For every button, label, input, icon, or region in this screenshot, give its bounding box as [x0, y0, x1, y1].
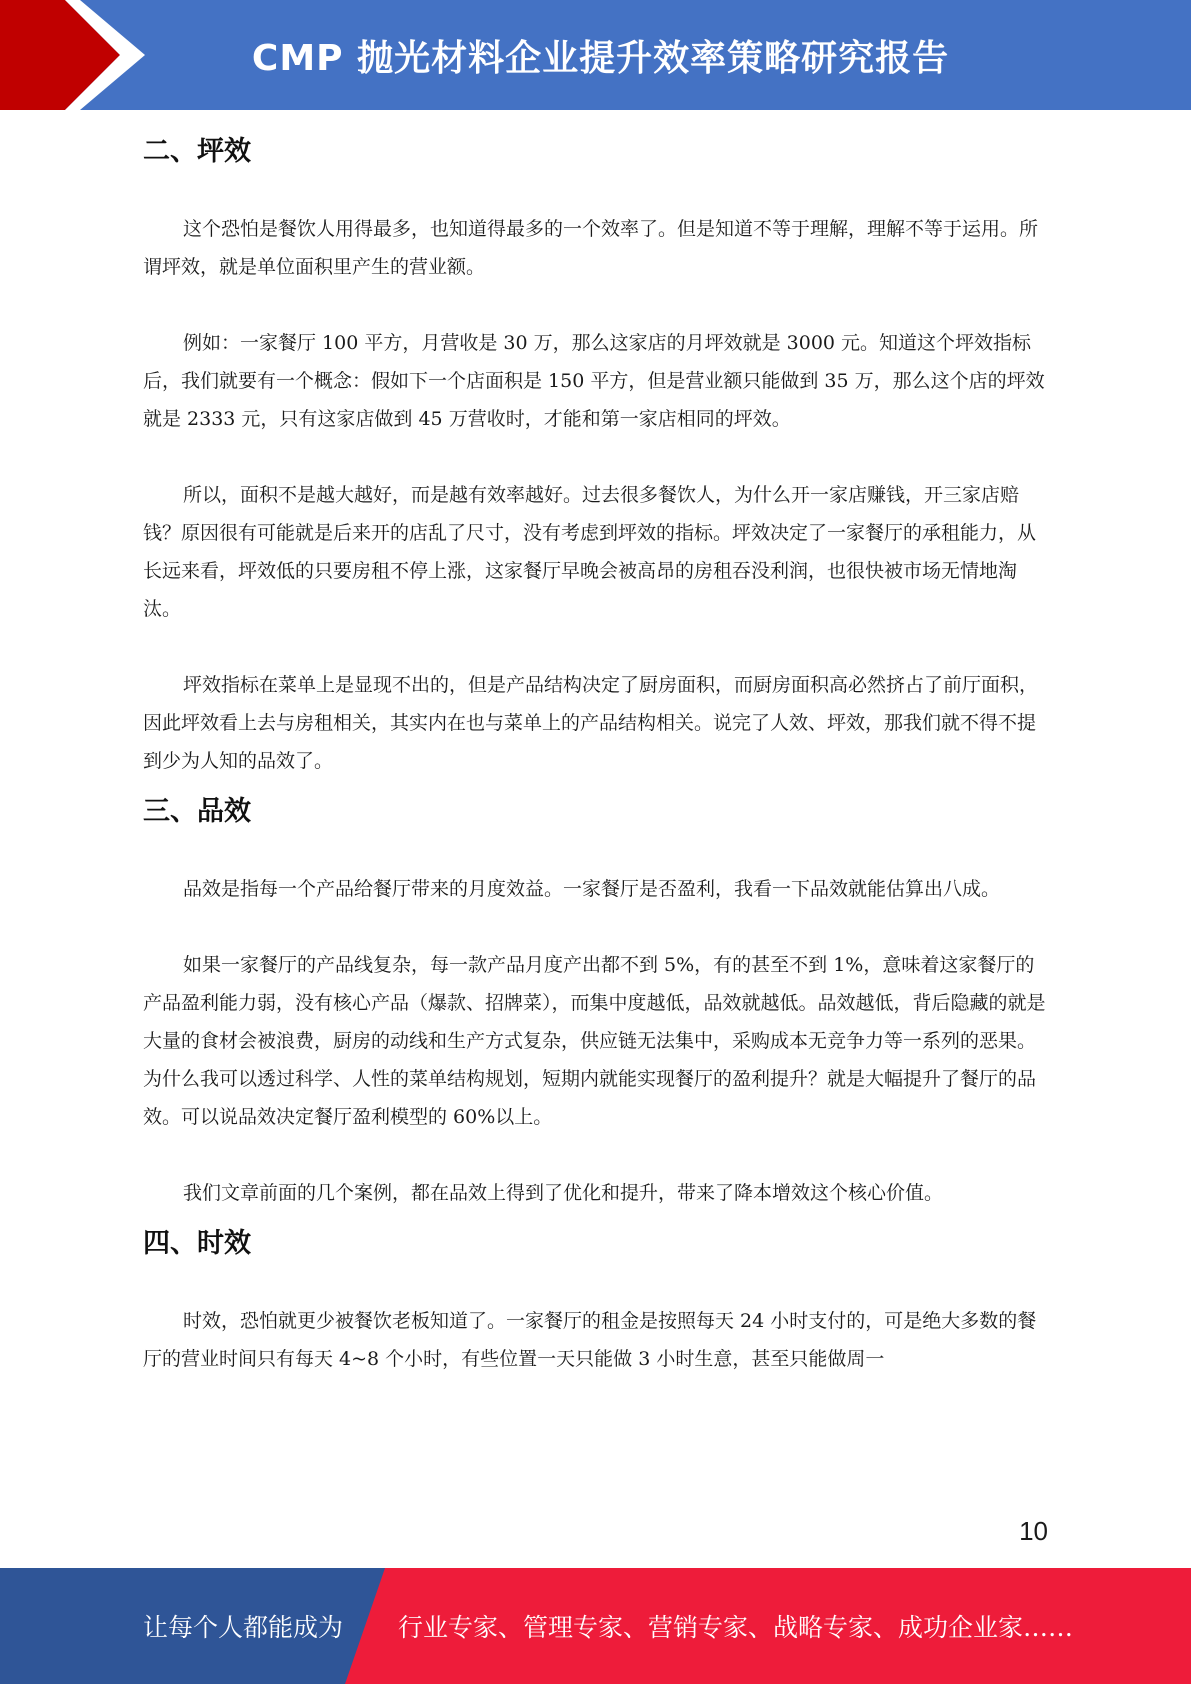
- paragraph: 坪效指标在菜单上是显现不出的，但是产品结构决定了厨房面积，而厨房面积高必然挤占了前厅面积，因此坪效看上去与房租相关，其实内在也与菜单上的产品结构相关。说完了人效、坪效，那我们就不得不提到少为人知的品效了。: [143, 674, 1039, 772]
- footer-slogan-right: 行业专家、管理专家、营销专家、战略专家、成功企业家……: [398, 1613, 1074, 1642]
- paragraph: 时效，恐怕就更少被餐饮老板知道了。一家餐厅的租金是按照每天 24 小时支付的，可是绝大多数的餐厅的营业时间只有每天 4~8 个小时，有些位置一天只能做 3 小时生意，甚至只能做周一: [143, 1310, 1037, 1370]
- section-shixiao: [143, 1224, 1048, 1378]
- footer-slogan-left: 让每个人都能成为: [143, 1613, 344, 1642]
- document-title: CMP 抛光材料企业提升效率策略研究报告: [251, 37, 950, 79]
- paragraph: 所以，面积不是越大越好，而是越有效率越好。过去很多餐饮人，为什么开一家店赚钱，开三家店赔钱？原因很有可能就是后来开的店乱了尺寸，没有考虑到坪效的指标。坪效决定了一家餐厅的承租能力，从长远来看，坪效低的只要房租不停上涨，这家餐厅早晚会被高昂的房租吞没利润，也很快被市场无情地淘汰。: [143, 484, 1037, 620]
- section-heading: 二、坪效: [143, 136, 251, 167]
- header-arrow-decoration: [0, 0, 160, 110]
- section-heading: 四、时效: [143, 1228, 251, 1259]
- section-pinxiao: [143, 792, 1048, 1212]
- paragraph: 如果一家餐厅的产品线复杂，每一款产品月度产出都不到 5%，有的甚至不到 1%，意味着这家餐厅的产品盈利能力弱，没有核心产品（爆款、招牌菜），而集中度越低，品效就越低。品效越低，背后隐藏的就是大量的食材会被浪费，厨房的动线和生产方式复杂，供应链无法集中，采购成本无竞争力等一系列的恶果。为什么我可以透过科学、人性的菜单结构规划，短期内就能实现餐厅的盈利提升？就是大幅提升了餐厅的品效。可以说品效决定餐厅盈利模型的 60%以上。: [143, 954, 1046, 1128]
- section-heading: 三、品效: [143, 796, 251, 827]
- paragraph: 这个恐怕是餐饮人用得最多，也知道得最多的一个效率了。但是知道不等于理解，理解不等于运用。所谓坪效，就是单位面积里产生的营业额。: [143, 218, 1039, 278]
- paragraph: 我们文章前面的几个案例，都在品效上得到了优化和提升，带来了降本增效这个核心价值。: [183, 1182, 944, 1204]
- header-banner: [0, 0, 1191, 110]
- document-body: [143, 120, 1048, 1378]
- page-number: 10: [1019, 1516, 1048, 1546]
- paragraph: 品效是指每一个产品给餐厅带来的月度效益。一家餐厅是否盈利，我看一下品效就能估算出八成。: [183, 878, 1001, 900]
- section-pingxiao: [143, 132, 1048, 780]
- footer-banner: [0, 1568, 1191, 1684]
- paragraph: 例如：一家餐厅 100 平方，月营收是 30 万，那么这家店的月坪效就是 3000 元。知道这个坪效指标后，我们就要有一个概念：假如下一个店面积是 150 平方，但是营业额只能做到 35 万，那么这个店的坪效就是 2333 元，只有这家店做到 45 万营收时，才能和第一家店相同的坪效。: [143, 332, 1045, 430]
